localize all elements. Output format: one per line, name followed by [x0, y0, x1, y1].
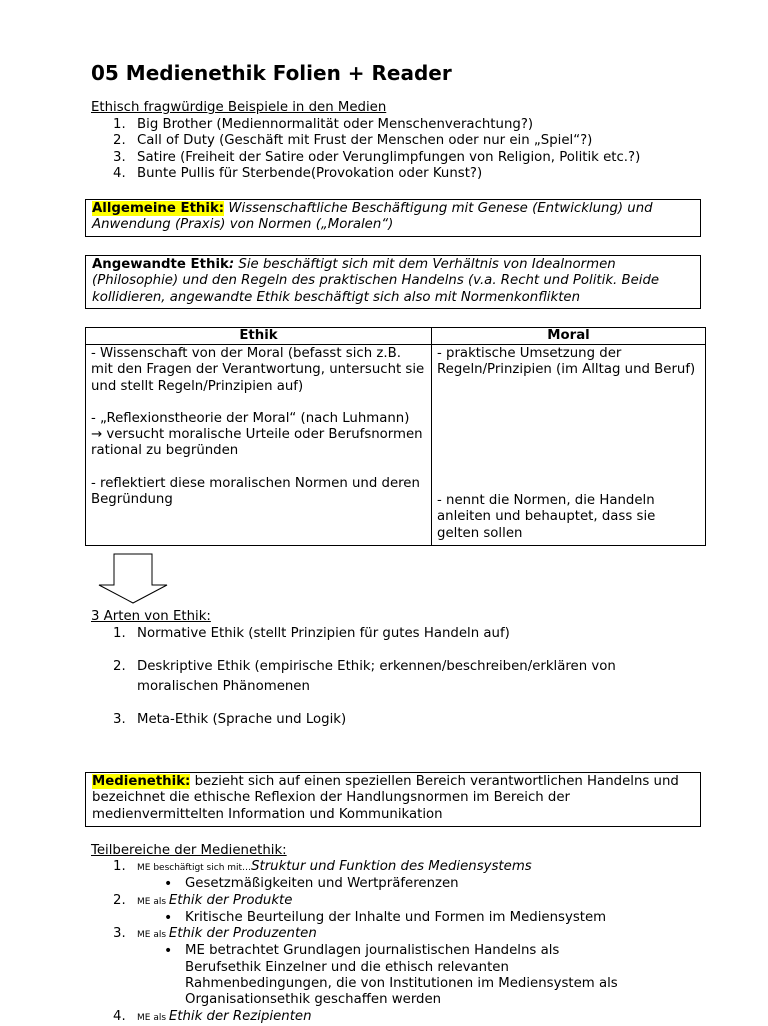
table-row: [86, 345, 706, 546]
beispiele-list: [91, 117, 640, 182]
list-item: 3. Satire (Freiheit der Satire oder Verunglimpfungen von Religion, Politik etc.?): [113, 149, 641, 165]
list-item: 1. ME beschäftigt sich mit…Struktur und Funktion des Mediensystems: [113, 859, 532, 874]
angewandte-ethik-box: Angewandte Ethik: Sie beschäftigt sich mit dem Verhältnis von Idealnormen (Philosophie) und den Regeln des praktischen Handelns (v.a. Recht und Politik. Beide kollidieren, angewandte Ethik beschäftigt sich also mit Normenkonflikten: [85, 255, 701, 309]
arten-list: [91, 626, 671, 729]
list-item: 2. ME als Ethik der Produkte: [113, 892, 293, 908]
medienethik-label: Medienethik:: [92, 774, 191, 789]
medienethik-box: [85, 772, 701, 827]
list-item: 2. Deskriptive Ethik (empirische Ethik; erkennen/beschreiben/erklären von moralischen Phänomenen: [113, 659, 616, 695]
teilbereiche-list: [91, 859, 691, 1026]
allgemeine-ethik-label: Allgemeine Ethik:: [92, 201, 225, 216]
list-item: 4. Bunte Pullis für Sterbende(Provokation oder Kunst?): [113, 165, 483, 181]
list-item: • Kritische Beurteilung der Inhalte und Formen im Mediensystem: [164, 909, 607, 926]
allgemeine-ethik-text: Wissenschaftliche Beschäftigung mit Genese (Entwicklung) und Anwendung (Praxis) von Normen („Moralen“): [92, 201, 653, 233]
list-item: 2. Call of Duty (Geschäft mit Frust der Menschen oder nur ein „Spiel“?): [113, 133, 593, 149]
down-arrow-icon: [97, 553, 169, 605]
arrow-right-icon: →: [91, 427, 103, 443]
section-heading-teilbereiche: Teilbereiche der Medienethik:: [91, 843, 287, 858]
angewandte-ethik-label: Angewandte Ethik: [92, 257, 229, 272]
table-cell-ethik: - Wissenschaft von der Moral (befasst sich z.B. mit den Fragen der Verantwortung, untersucht sie und stellt Regeln/Prinzipien auf) - „Reflexionstheorie der Moral“ (nach Luhmann) → versucht moralische Urteile oder Berufsnormen rational zu begründen - reflektiert diese moralischen Normen und deren Begründung: [86, 345, 432, 546]
list-item: • ME betrachtet Grundlagen journalistischen Handelns als Berufsethik Einzelner und die ethisch relevanten Rahmenbedingungen, die von Institutionen im Mediensystem als Organisationsethik geschaffen werden: [164, 943, 618, 1008]
list-item: • Gesetzmäßigkeiten und Wertpräferenzen: [164, 876, 459, 893]
table-header-moral: Moral: [432, 328, 706, 345]
list-item: 4. ME als Ethik der Rezipienten: [113, 1008, 312, 1024]
list-item: 1. Normative Ethik (stellt Prinzipien für gutes Handeln auf): [113, 626, 510, 641]
angewandte-ethik-text: Sie beschäftigt sich mit dem Verhältnis von Idealnormen (Philosophie) und den Regeln des praktischen Handelns (v.a. Recht und Politik. Beide kollidieren, angewandte Ethik beschäftigt sich also mit Normenkonflikten: [92, 257, 660, 305]
section-heading-beispiele: Ethisch fragwürdige Beispiele in den Medien: [91, 100, 387, 115]
page-title: 05 Medienethik Folien + Reader: [91, 61, 452, 85]
section-heading-arten: 3 Arten von Ethik:: [91, 609, 211, 624]
list-item: 3. Meta-Ethik (Sprache und Logik): [113, 712, 347, 728]
table-cell-moral: - praktische Umsetzung der Regeln/Prinzipien (im Alltag und Beruf) - nennt die Normen, die Handeln anleiten und behauptet, dass sie gelten sollen: [432, 345, 706, 546]
table-header-row: [86, 328, 706, 345]
table-header-ethik: Ethik: [86, 328, 432, 345]
list-item: 3. ME als Ethik der Produzenten: [113, 926, 317, 942]
ethik-moral-table: [85, 327, 706, 546]
list-item: 1. Big Brother (Mediennormalität oder Menschenverachtung?): [113, 117, 534, 132]
medienethik-text: bezieht sich auf einen speziellen Bereich verantwortlichen Handelns und bezeichnet die ethische Reflexion der Handlungsnormen im Bereich der medienvermittelten Information und Kommunikation: [92, 774, 679, 822]
allgemeine-ethik-box: [85, 199, 701, 237]
